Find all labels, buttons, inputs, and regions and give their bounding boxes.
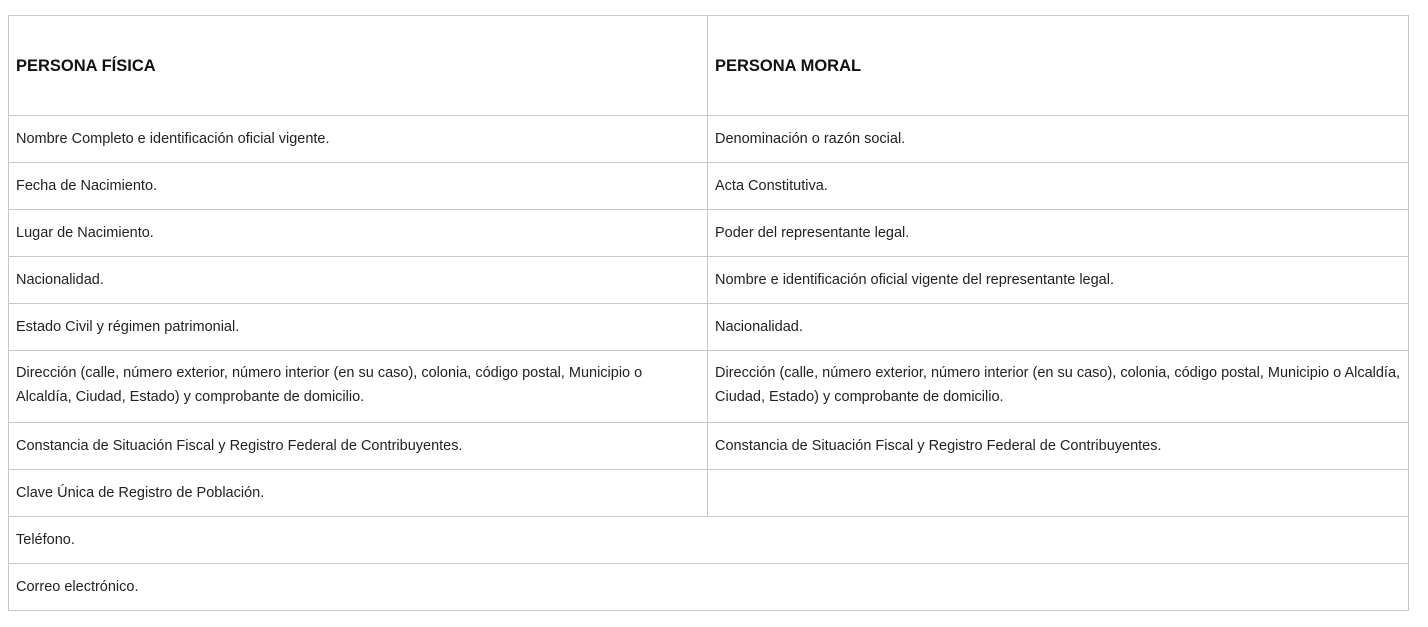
- header-persona-moral: PERSONA MORAL: [708, 16, 1409, 116]
- table-row: [9, 116, 1409, 163]
- cell-moral: Nombre e identificación oficial vigente del representante legal.: [708, 257, 1409, 304]
- header-persona-fisica: PERSONA FÍSICA: [9, 16, 708, 116]
- table-row: [9, 470, 1409, 517]
- cell-moral: Nacionalidad.: [708, 304, 1409, 351]
- cell-moral: Denominación o razón social.: [708, 116, 1409, 163]
- cell-fisica: Clave Única de Registro de Población.: [9, 470, 708, 517]
- table-row-shared: [9, 564, 1409, 611]
- cell-moral: Poder del representante legal.: [708, 210, 1409, 257]
- cell-fisica: Lugar de Nacimiento.: [9, 210, 708, 257]
- table-row-shared: [9, 517, 1409, 564]
- cell-moral: Constancia de Situación Fiscal y Registro Federal de Contribuyentes.: [708, 423, 1409, 470]
- header-row: [9, 16, 1409, 116]
- table-row: [9, 257, 1409, 304]
- cell-fisica: Constancia de Situación Fiscal y Registro Federal de Contribuyentes.: [9, 423, 708, 470]
- table-row: [9, 304, 1409, 351]
- table-header: [9, 16, 1409, 116]
- cell-fisica: Nacionalidad.: [9, 257, 708, 304]
- cell-fisica: Dirección (calle, número exterior, número interior (en su caso), colonia, código postal, Municipio o Alcaldía, Ciudad, Estado) y comprobante de domicilio.: [9, 351, 708, 423]
- table-row: [9, 163, 1409, 210]
- cell-moral-empty: [708, 470, 1409, 517]
- cell-fisica: Estado Civil y régimen patrimonial.: [9, 304, 708, 351]
- cell-shared: Teléfono.: [9, 517, 1409, 564]
- table-body: [9, 116, 1409, 611]
- table-row: [9, 423, 1409, 470]
- table-row: [9, 351, 1409, 423]
- cell-fisica: Fecha de Nacimiento.: [9, 163, 708, 210]
- cell-moral: Acta Constitutiva.: [708, 163, 1409, 210]
- cell-moral: Dirección (calle, número exterior, número interior (en su caso), colonia, código postal, Municipio o Alcaldía, Ciudad, Estado) y comprobante de domicilio.: [708, 351, 1409, 423]
- cell-fisica: Nombre Completo e identificación oficial vigente.: [9, 116, 708, 163]
- requirements-table: [8, 15, 1409, 611]
- cell-shared: Correo electrónico.: [9, 564, 1409, 611]
- table-row: [9, 210, 1409, 257]
